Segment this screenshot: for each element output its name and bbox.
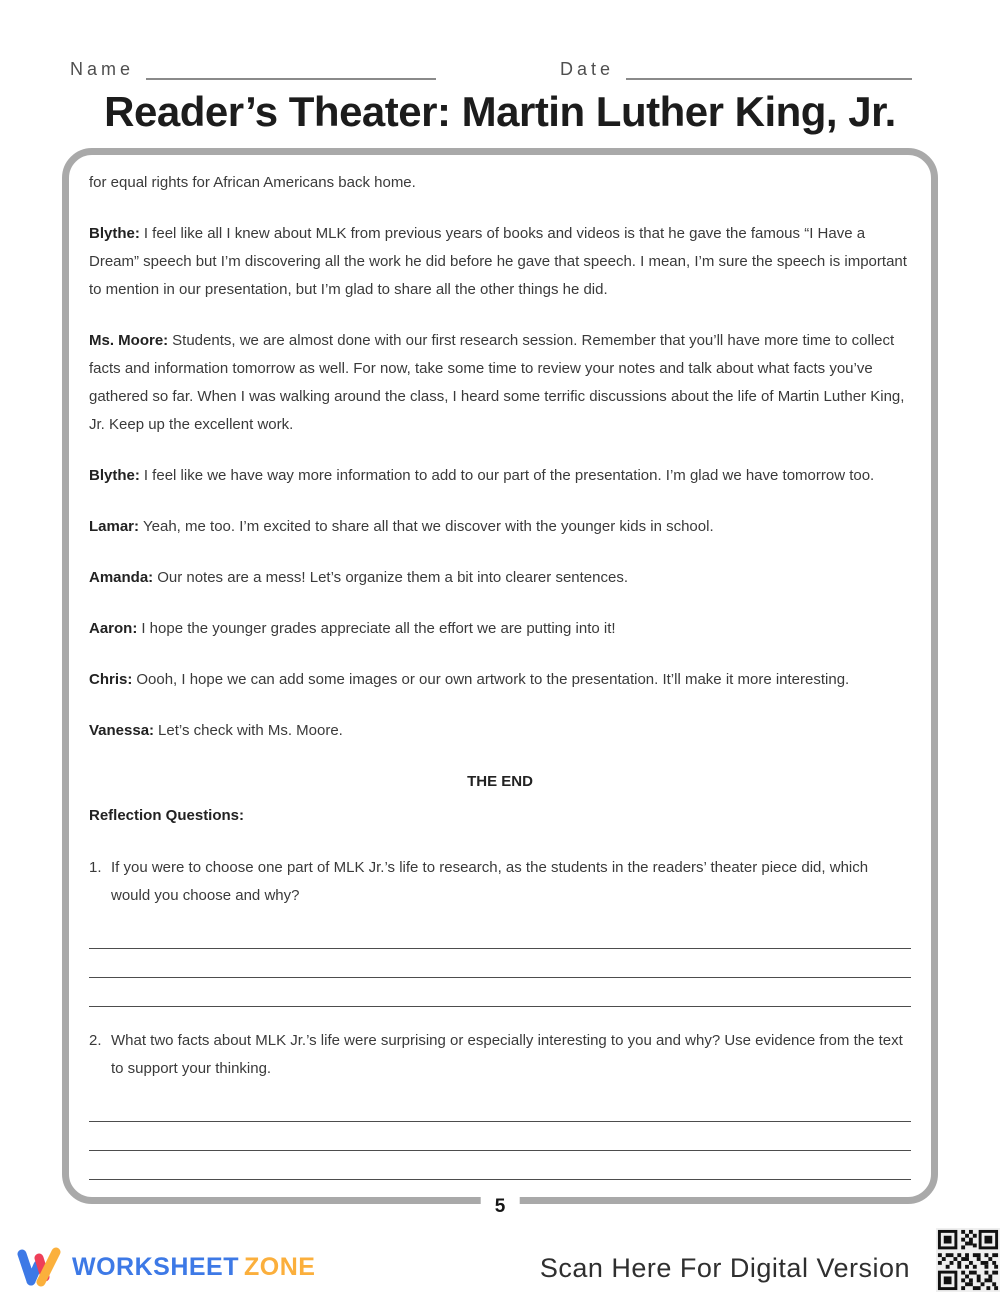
dialogue-text: Students, we are almost done with our first research session. Remember that you’ll have more time to collect facts and information tomorrow as well. For now, take some time to review your notes and talk about what facts you’ve gathered so far. When I was walking around the class, I heard some terrific discussions about the life of Martin Luther King, Jr. Keep up the excellent work. xyxy=(89,332,905,433)
page-title: Reader’s Theater: Martin Luther King, Jr. xyxy=(104,88,896,135)
reflection-questions-heading: Reflection Questions: xyxy=(89,807,245,824)
question-number: 1. xyxy=(89,859,102,876)
dialogue-text: I feel like all I knew about MLK from previous years of books and videos is that he gave the famous “I Have a Dream” speech but I’m discovering all the work he did before he gave that speech. I mean, I’m sure the speech is important to mention in our presentation, but I’m glad to share all the other things he did. xyxy=(89,225,907,298)
name-write-line xyxy=(146,60,436,80)
date-label: Date xyxy=(560,59,615,79)
question-1 xyxy=(89,854,911,910)
dialogue-text: Our notes are a mess! Let’s organize them a bit into clearer sentences. xyxy=(157,569,628,586)
the-end-label: THE END xyxy=(467,773,533,790)
question-text: If you were to choose one part of MLK Jr.’s life to research, as the students in the readers’ theater piece did, which would you choose and why? xyxy=(111,859,869,904)
answer-write-line xyxy=(89,920,911,949)
speaker-name: Amanda: xyxy=(89,569,154,586)
dialogue-line xyxy=(89,513,911,541)
question-1-answer-lines xyxy=(89,920,911,1007)
dialogue-line xyxy=(89,564,911,592)
question-2 xyxy=(89,1027,911,1083)
dialogue-line xyxy=(89,327,911,439)
question-number: 2. xyxy=(89,1032,102,1049)
logo-word-worksheet: WORKSHEET xyxy=(72,1252,239,1281)
dialogue-line xyxy=(89,666,911,694)
speaker-name: Blythe: xyxy=(89,225,140,242)
dialogue-text: Yeah, me too. I’m excited to share all that we discover with the younger kids in school. xyxy=(143,518,714,535)
answer-write-line xyxy=(89,1151,911,1180)
dialogue-line xyxy=(89,462,911,490)
speaker-name: Blythe: xyxy=(89,467,140,484)
worksheet-content-box xyxy=(62,148,938,1204)
worksheet-zone-logo xyxy=(16,1246,315,1288)
worksheet-zone-w-icon xyxy=(16,1246,62,1288)
date-write-line xyxy=(626,60,912,80)
speaker-name: Chris: xyxy=(89,671,133,688)
page-number: 5 xyxy=(481,1196,520,1218)
answer-write-line xyxy=(89,1122,911,1151)
speaker-name: Ms. Moore: xyxy=(89,332,169,349)
scan-here-text: Scan Here For Digital Version xyxy=(539,1253,910,1283)
dialogue-text: I feel like we have way more information to add to our part of the presentation. I’m glad we have tomorrow too. xyxy=(143,467,875,484)
dialogue-line xyxy=(89,717,911,745)
answer-write-line xyxy=(89,978,911,1007)
dialogue-line xyxy=(89,220,911,304)
continuation-text: for equal rights for African Americans back home. xyxy=(89,174,416,191)
dialogue-line xyxy=(89,615,911,643)
name-field xyxy=(70,58,436,80)
answer-write-line xyxy=(89,1093,911,1122)
dialogue-text: Oooh, I hope we can add some images or our own artwork to the presentation. It’ll make it more interesting. xyxy=(136,671,850,688)
logo-word-zone: ZONE xyxy=(244,1252,316,1281)
answer-write-line xyxy=(89,949,911,978)
date-field xyxy=(560,58,912,80)
dialogue-text: Let’s check with Ms. Moore. xyxy=(158,722,343,739)
speaker-name: Vanessa: xyxy=(89,722,155,739)
speaker-name: Lamar: xyxy=(89,518,140,535)
dialogue-text: I hope the younger grades appreciate all the effort we are putting into it! xyxy=(141,620,616,637)
speaker-name: Aaron: xyxy=(89,620,138,637)
qr-code-icon xyxy=(936,1228,1000,1292)
question-text: What two facts about MLK Jr.’s life were surprising or especially interesting to you and why? Use evidence from the text to support your thinking. xyxy=(111,1032,903,1077)
name-label: Name xyxy=(70,59,135,79)
question-2-answer-lines xyxy=(89,1093,911,1180)
